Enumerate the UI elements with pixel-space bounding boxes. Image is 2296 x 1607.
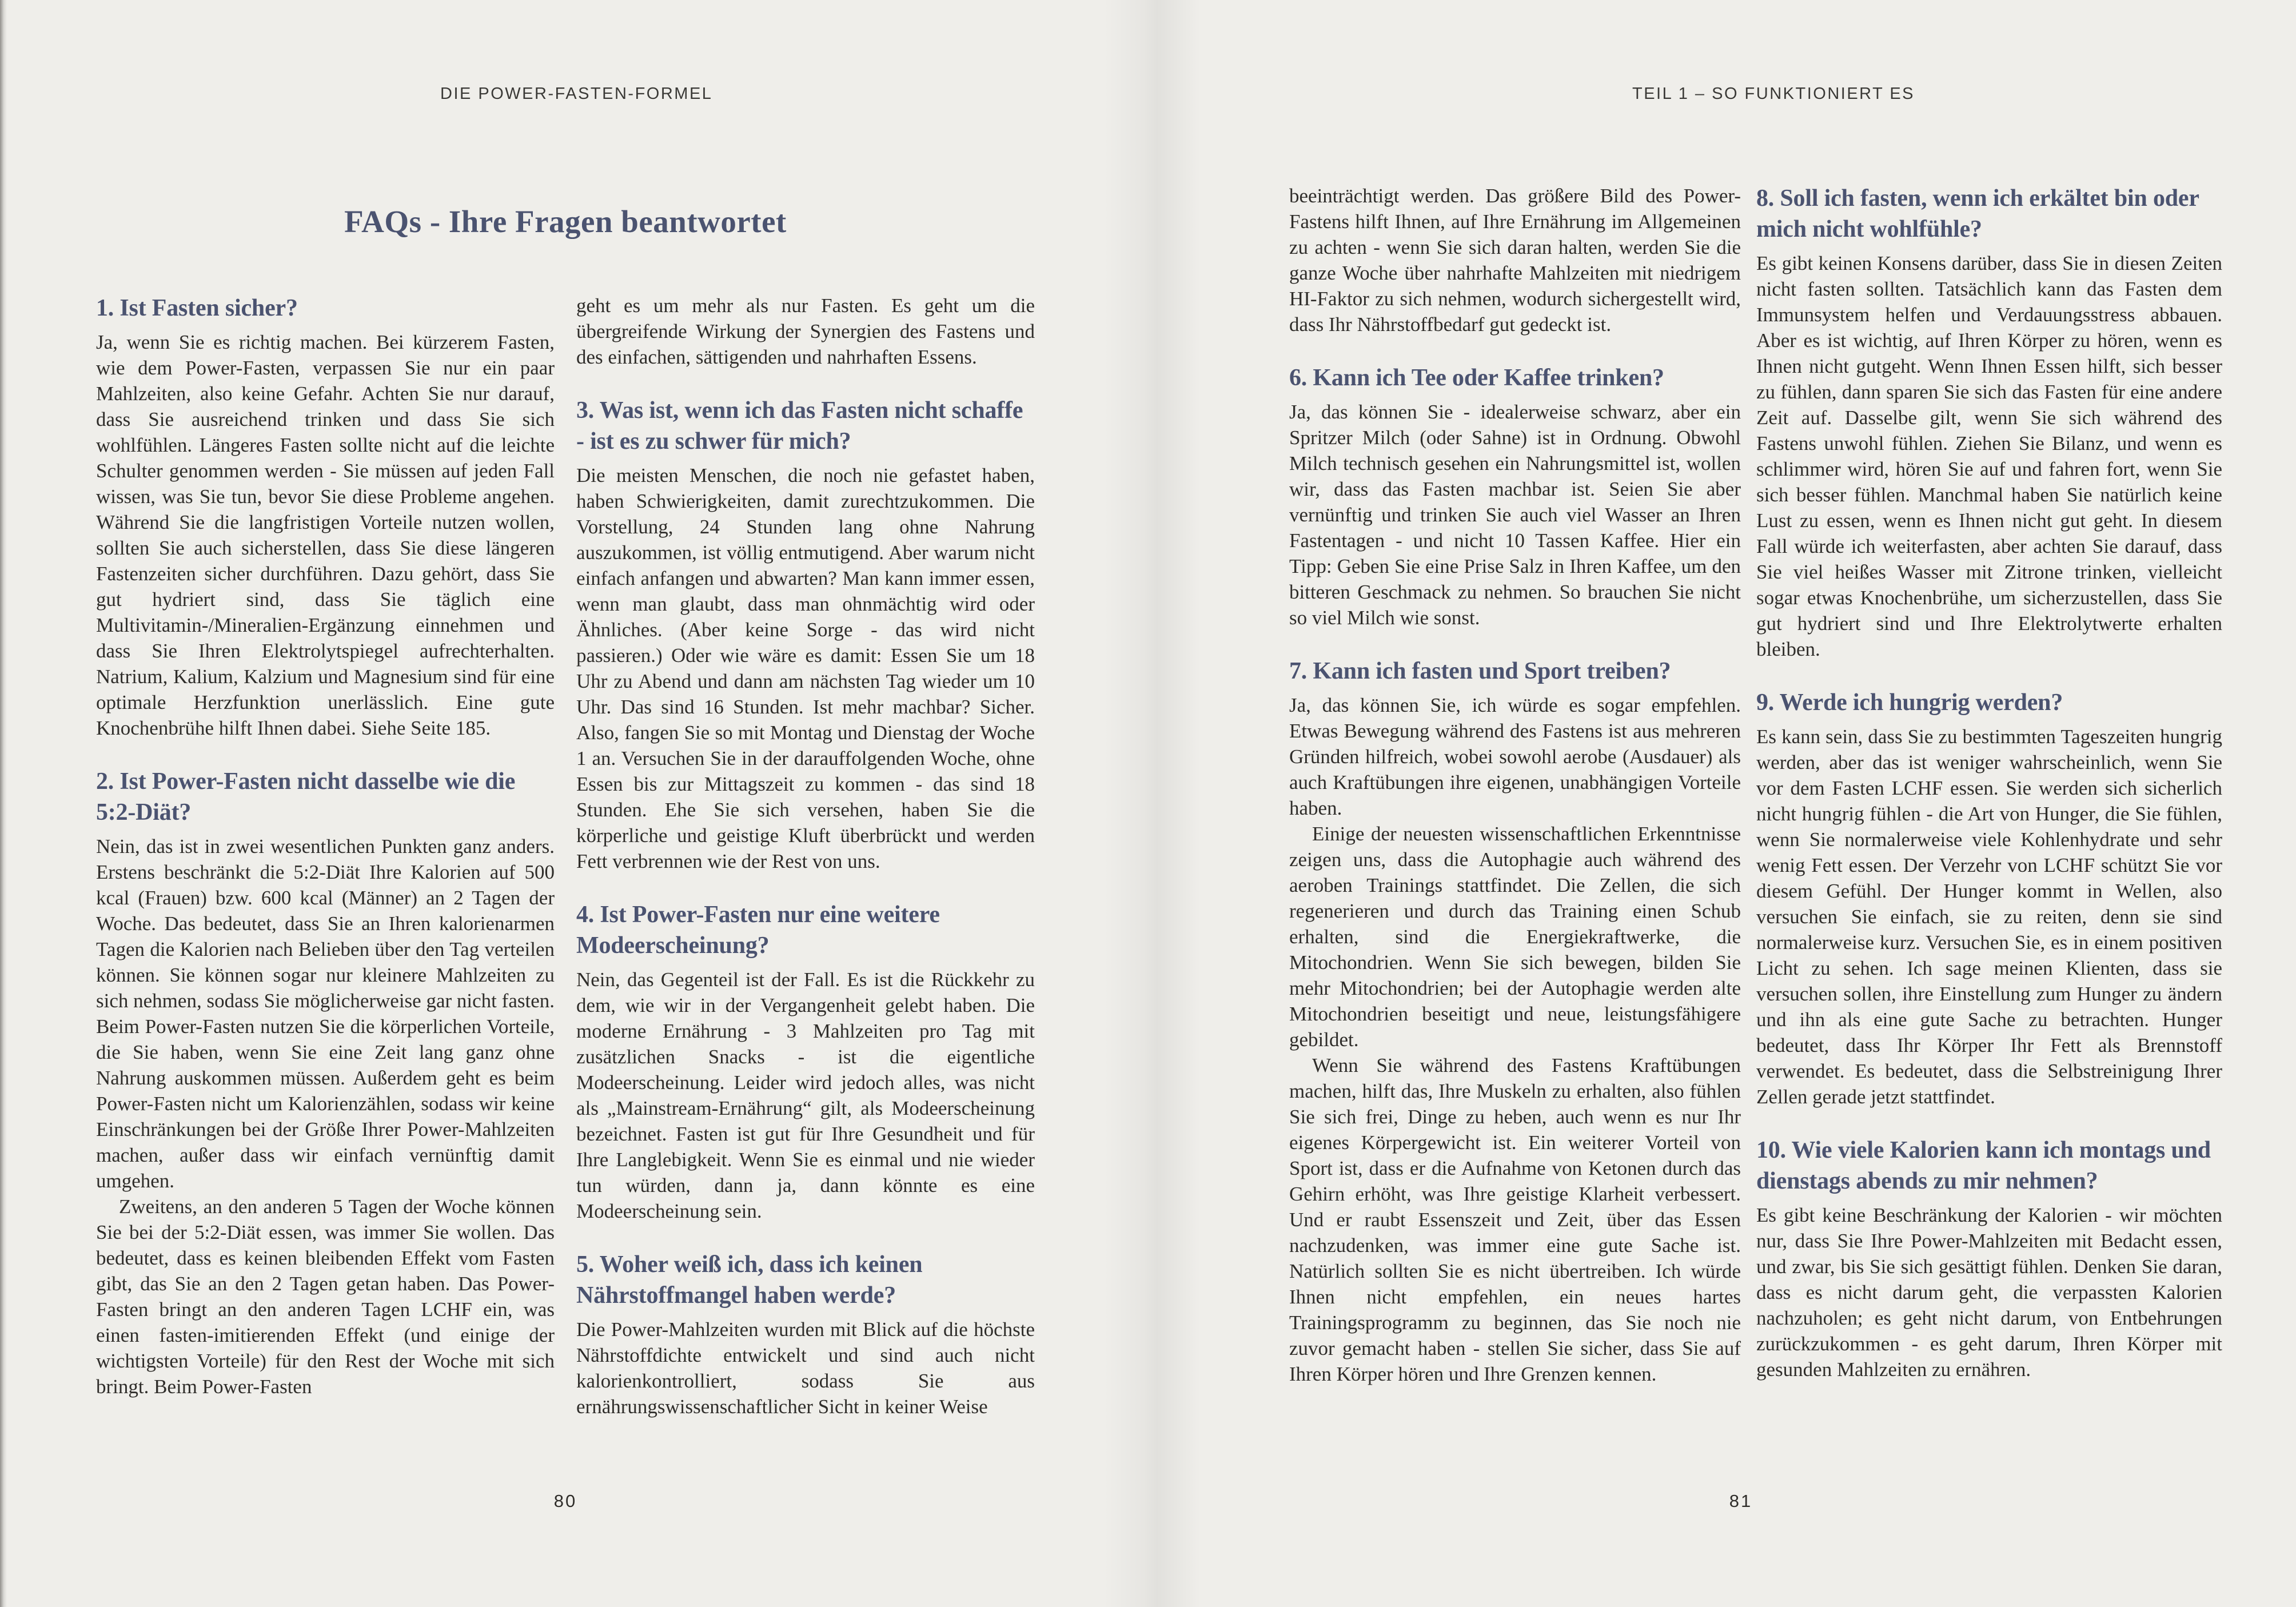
left-page-edge-shadow xyxy=(0,0,7,1607)
faq-question-9: 9. Werde ich hungrig werden? xyxy=(1756,689,2063,716)
faq-answer-10: Es gibt keine Beschränkung der Kalorien - wir möchten nur, dass Sie Ihre Power-Mahlzeiten mit Bedacht essen, und zwar, bis Sie sich gesättigt fühlen. Denken Sie daran, dass es nicht darum geht, die verpassten Kalorien nachzuholen; es geht nicht darum, von Entbehrungen zurückzukommen - es geht darum, Ihren Körper mit gesunden Mahlzeiten zu ernähren. xyxy=(1756,1204,2222,1381)
faq-answer-7-part-2: Einige der neuesten wissenschaftlichen Erkenntnisse zeigen uns, dass die Autophagie auch während des aeroben Trainings stattfindet. Die Zellen, die sich regenerieren und durch das Training einen Schub erhalten, sind die Energiekraftwerke, die Mitochondrien. Wenn Sie sich bewegen, bilden Sie mehr Mitochondrien; bei der Autophagie werden alte Mitochondrien beseitigt und neue, leistungsfähigere gebildet. xyxy=(1289,823,1741,1051)
faq-answer-7-part-3: Wenn Sie während des Fastens Kraftübungen machen, hilft das, Ihre Muskeln zu erhalten, also fühlen Sie sich frei, Dinge zu heben, auch wenn es nur Ihr eigenes Körpergewicht ist. Ein weiterer Vorteil von Sport ist, dass er die Aufnahme von Ketonen durch das Gehirn erhöht, was Ihre geistige Klarheit verbessert. Und er raubt Essenszeit und Zeit, über das Essen nachzudenken, was immer eine gute Sache ist. Natürlich sollten Sie es nicht übertreiben. Ich würde Ihnen nicht empfehlen, ein neues hartes Trainingsprogramm zu beginnen, das Sie noch nie zuvor gemacht haben - stellen Sie sicher, dass Sie auf Ihren Körper hören und Ihre Grenzen kennen. xyxy=(1289,1054,1741,1385)
faq-question-8: 8. Soll ich fasten, wenn ich erkältet bin oder mich nicht wohlfühle? xyxy=(1756,185,2199,242)
faq-answer-2-part-1: Nein, das ist in zwei wesentlichen Punkten ganz anders. Erstens beschränkt die 5:2-Diät Ihre Kalorien auf 500 kcal (Frauen) bzw. 600 kcal (Männer) an 2 Tagen der Woche. Das bedeutet, dass Sie an Ihren kalorienarmen Tagen die Kalorien nach Belieben über den Tag verteilen können. Sie können sogar nur kleinere Mahlzeiten zu sich nehmen, sodass Sie möglicherweise gar nicht fasten. Beim Power-Fasten nutzen Sie die körperlichen Vorteile, die Sie haben, wenn Sie eine Zeit lang ganz ohne Nahrung auskommen müssen. Außerdem geht es beim Power-Fasten nicht um Kalorienzählen, sodass wir keine Einschränkungen bei der Größe Ihrer Power-Mahlzeiten machen, außer dass wir einfach vernünftig damit umgehen. xyxy=(96,835,555,1192)
faq-answer-4: Nein, das Gegenteil ist der Fall. Es ist die Rückkehr zu dem, wie wir in der Vergangenheit gelebt haben. Die moderne Ernährung - 3 Mahlzeiten pro Tag mit zusätzlichen Snacks - ist die eigentliche Modeerscheinung. Leider wird jedoch alles, was nicht als „Mainstream-Ernährung“ gilt, als Modeerscheinung bezeichnet. Fasten ist gut für Ihre Gesundheit und für Ihre Langlebigkeit. Wenn Sie es einmal und nie wieder tun würden, dann ja, dann könnte es eine Modeerscheinung sein. xyxy=(576,968,1035,1222)
faq-question-5: 5. Woher weiß ich, dass ich keinen Nährstoffmangel haben werde? xyxy=(576,1251,923,1309)
faq-answer-5-continuation: beeinträchtigt werden. Das größere Bild des Power-Fastens hilft Ihnen, auf Ihre Ernährung im Allgemeinen zu achten - wenn Sie sich daran halten, werden Sie die ganze Woche über nahrhafte Mahlzeiten mit niedrigem HI-Faktor zu sich nehmen, wodurch sichergestellt wird, dass Ihr Nährstoffbedarf gut gedeckt ist. xyxy=(1289,185,1741,336)
faq-answer-3: Die meisten Menschen, die noch nie gefastet haben, haben Schwierigkeiten, damit zurechtzukommen. Die Vorstellung, 24 Stunden lang ohne Nahrung auszukommen, ist völlig entmutigend. Aber warum nicht einfach anfangen und abwarten? Man kann immer essen, wenn man glaubt, dass man ohnmächtig wird oder Ähnliches. (Aber keine Sorge - das wird nicht passieren.) Oder wie wäre es damit: Essen Sie um 18 Uhr zu Abend und dann am nächsten Tag wieder um 10 Uhr. Das sind 16 Stunden. Ist mehr machbar? Sicher. Also, fangen Sie so mit Montag und Dienstag der Woche 1 an. Versuchen Sie in der darauffolgenden Woche, ohne Essen bis zur Mittagszeit zu kommen - das sind 18 Stunden. Ehe Sie sich versehen, haben Sie die körperliche und geistige Kluft überbrückt und werden Fett verbrennen wie der Rest von uns. xyxy=(576,464,1035,872)
faq-answer-9: Es kann sein, dass Sie zu bestimmten Tageszeiten hungrig werden, aber das ist weniger wahrscheinlich, wenn Sie vor dem Fasten LCHF essen. Sie werden sich sicherlich nicht hungrig fühlen - die Art von Hunger, die Sie fühlen, wenn Sie normalerweise viele Kohlenhydrate und sehr wenig Fett essen. Der Verzehr von LCHF schützt Sie vor diesem Gefühl. Der Hunger kommt in Wellen, also versuchen Sie einfach, sie zu reiten, denn sie sind normalerweise kurz. Versuchen Sie, es in einem positiven Licht zu sehen. Ich sage meinen Klienten, dass sie versuchen sollen, ihre Einstellung zum Hunger zu ändern und ihn als eine gute Sache zu betrachten. Hunger bedeutet, dass Ihr Körper Ihr Fett als Brennstoff verwendet. Es bedeutet, dass die Selbstreinigung Ihrer Zellen gerade jetzt stattfindet. xyxy=(1756,725,2222,1108)
faq-answer-7-part-1: Ja, das können Sie, ich würde es sogar empfehlen. Etwas Bewegung während des Fastens ist aus mehreren Gründen hilfreich, wobei sowohl aerobe (Ausdauer) als auch Kraftübungen ihre eigenen, unabhängigen Vorteile haben. xyxy=(1289,694,1741,819)
page-number-right: 81 xyxy=(1729,1491,1753,1511)
right-page-column-2 xyxy=(1756,183,2222,1382)
faq-answer-2-part-2: Zweitens, an den anderen 5 Tagen der Woche können Sie bei der 5:2-Diät essen, was immer Sie wollen. Das bedeutet, dass es keinen bleibenden Effekt vom Fasten gibt, das Sie an den 2 Tagen getan haben. Das Power-Fasten bringt an den anderen Tagen LCHF ein, was einen fasten-imitierenden Effekt (und einige der wichtigsten Vorteile) für den Rest der Woche mit sich bringt. Beim Power-Fasten xyxy=(96,1195,555,1398)
running-head-left: DIE POWER-FASTEN-FORMEL xyxy=(440,85,713,103)
left-page-column-2 xyxy=(576,293,1035,1419)
faq-question-10: 10. Wie viele Kalorien kann ich montags und dienstags abends zu mir nehmen? xyxy=(1756,1137,2211,1194)
running-head-right: TEIL 1 – SO FUNKTIONIERT ES xyxy=(1632,85,1915,103)
right-page-column-1 xyxy=(1289,183,1741,1387)
faq-question-1: 1. Ist Fasten sicher? xyxy=(96,295,298,321)
faq-answer-5-part-1: Die Power-Mahlzeiten wurden mit Blick auf die höchste Nährstoffdichte entwickelt und sind auch nicht kalorienkontrolliert, sodass Sie aus ernährungswissenschaftlicher Sicht in keiner Weise xyxy=(576,1318,1035,1418)
faq-answer-2-continuation: geht es um mehr als nur Fasten. Es geht um die übergreifende Wirkung der Synergien des Fastens und des einfachen, sättigenden und nahrhaften Essens. xyxy=(576,294,1035,368)
faq-answer-1: Ja, wenn Sie es richtig machen. Bei kürzerem Fasten, wie dem Power-Fasten, verpassen Sie nur ein paar Mahlzeiten, also keine Gefahr. Achten Sie nur darauf, dass Sie ausreichend trinken und dass Sie sich wohlfühlen. Längeres Fasten sollte nicht auf die leichte Schulter genommen werden - Sie müssen auf jeden Fall wissen, was Sie tun, bevor Sie diese Probleme angehen. Während Sie die langfristigen Vorteile nutzen wollen, sollten Sie auch sicherstellen, dass Sie diese längeren Fastenzeiten sicher durchführen. Dazu gehört, dass Sie gut hydriert sind, dass Sie täglich eine Multivitamin-/Mineralien-Ergänzung einnehmen und dass Sie Ihren Elektrolytspiegel aufrechterhalten. Natrium, Kalium, Kalzium und Magnesium sind für eine optimale Herzfunktion unerlässlich. Eine gute Knochenbrühe hilft Ihnen dabei. Siehe Seite 185. xyxy=(96,331,555,739)
faq-question-3: 3. Was ist, wenn ich das Fasten nicht schaffe - ist es zu schwer für mich? xyxy=(576,397,1023,454)
page-number-left: 80 xyxy=(553,1491,577,1511)
faq-answer-8: Es gibt keinen Konsens darüber, dass Sie in diesen Zeiten nicht fasten sollten. Tatsächlich kann das Fasten dem Immunsystem helfen und Verdauungsstress abbauen. Aber es ist wichtig, auf Ihren Körper zu hören, wenn es Ihnen nicht gutgeht. Wenn Ihnen Essen hilft, sich besser zu fühlen, dann sparen Sie sich das Fasten für eine andere Zeit auf. Dasselbe gilt, wenn Sie sich während des Fastens unwohl fühlen. Ziehen Sie Bilanz, und wenn es schlimmer wird, hören Sie auf und fahren fort, wenn Sie sich besser fühlen. Manchmal haben Sie natürlich keine Lust zu essen, wenn es Ihnen nicht gut geht. In diesem Fall würde ich weiterfasten, aber achten Sie darauf, dass Sie viel heißes Wasser mit Zitrone trinken, vielleicht sogar etwas Knochenbrühe, um sicherzustellen, dass Sie gut hydriert sind und Ihre Elektrolytwerte erhalten bleiben. xyxy=(1756,252,2222,660)
faq-question-4: 4. Ist Power-Fasten nur eine weitere Modeerscheinung? xyxy=(576,902,940,959)
page-title: FAQs - Ihre Fragen beantwortet xyxy=(344,204,787,239)
left-page-column-1 xyxy=(96,293,555,1399)
faq-answer-6: Ja, das können Sie - idealerweise schwarz, aber ein Spritzer Milch (oder Sahne) ist in Ordnung. Obwohl Milch technisch gesehen ein Nahrungsmittel ist, wollen wir, dass das Fasten machbar ist. Seien Sie aber vernünftig und trinken Sie auch viel Wasser an Ihren Fastentagen - und nicht 10 Tassen Kaffee. Hier ein Tipp: Geben Sie eine Prise Salz in Ihren Kaffee, um den bitteren Geschmack zu nehmen. So brauchen Sie nicht so viel Milch wie sonst. xyxy=(1289,401,1741,629)
faq-question-7: 7. Kann ich fasten und Sport treiben? xyxy=(1289,658,1671,684)
faq-question-2: 2. Ist Power-Fasten nicht dasselbe wie die 5:2-Diät? xyxy=(96,768,516,826)
faq-question-6: 6. Kann ich Tee oder Kaffee trinken? xyxy=(1289,365,1664,391)
page-gutter-shadow xyxy=(1103,0,1201,1607)
